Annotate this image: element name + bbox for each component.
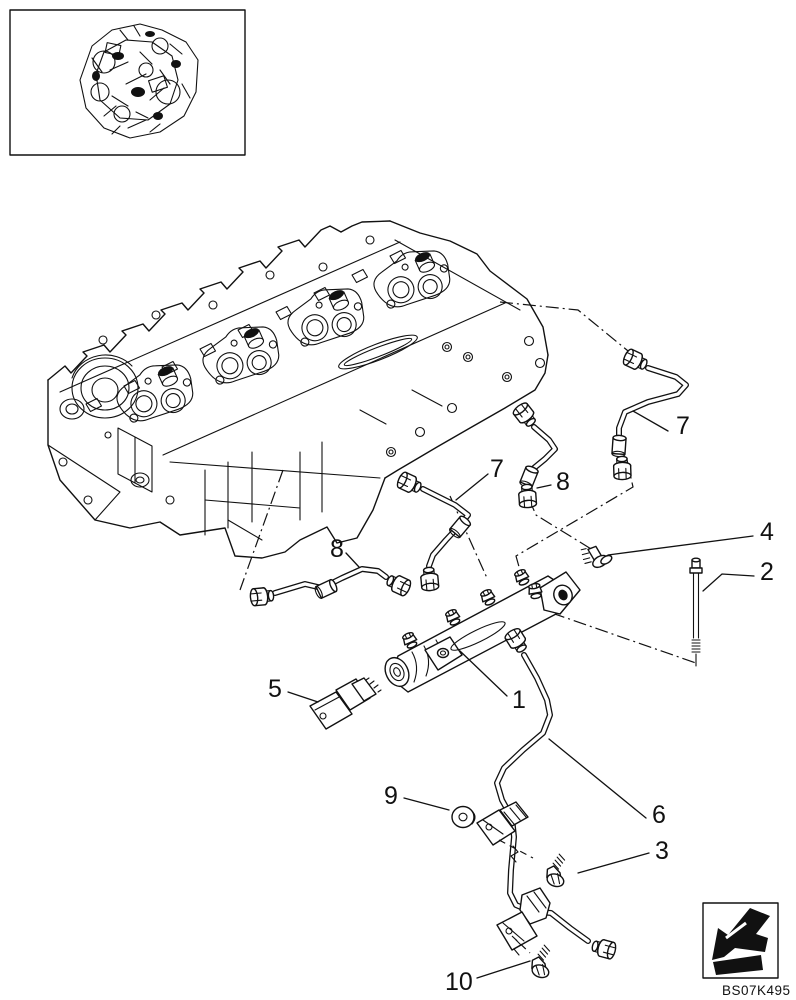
callout-8-right: 8 [556,468,570,496]
callout-6: 6 [652,801,666,829]
rail-plug [576,542,615,575]
callout-3: 3 [655,837,669,865]
cylinder-head-drawing [48,221,548,558]
bracket-bolt-10 [528,943,556,979]
callout-2: 2 [760,558,774,586]
callout-7-lower: 7 [490,455,504,483]
callout-1: 1 [512,686,526,714]
injection-pipe-7-lower [395,471,471,591]
section-nav-box [703,903,791,998]
injection-pipe-7-upper [612,348,686,480]
injector-pipe-6 [497,627,617,960]
callout-10: 10 [445,968,473,996]
pressure-sensor [310,678,381,729]
flange-plate-holes [336,329,545,456]
callout-9: 9 [384,782,398,810]
clamp-bolt-3 [543,852,571,888]
callout-5: 5 [268,675,282,703]
pipe-clamp-lower [497,888,550,950]
callout-8-left: 8 [330,535,344,563]
callout-4: 4 [760,518,774,546]
engine-thumbnail-box [10,10,245,155]
callout-7-upper: 7 [676,412,690,440]
injection-pipe-8-left [250,569,413,606]
drawing-code: BS07K495 [722,983,791,998]
rail-stud [690,558,702,666]
injection-pipe-8-right [511,401,555,508]
engine-thumbnail-icon [80,24,198,138]
section-back-arrow-icon [712,908,770,975]
